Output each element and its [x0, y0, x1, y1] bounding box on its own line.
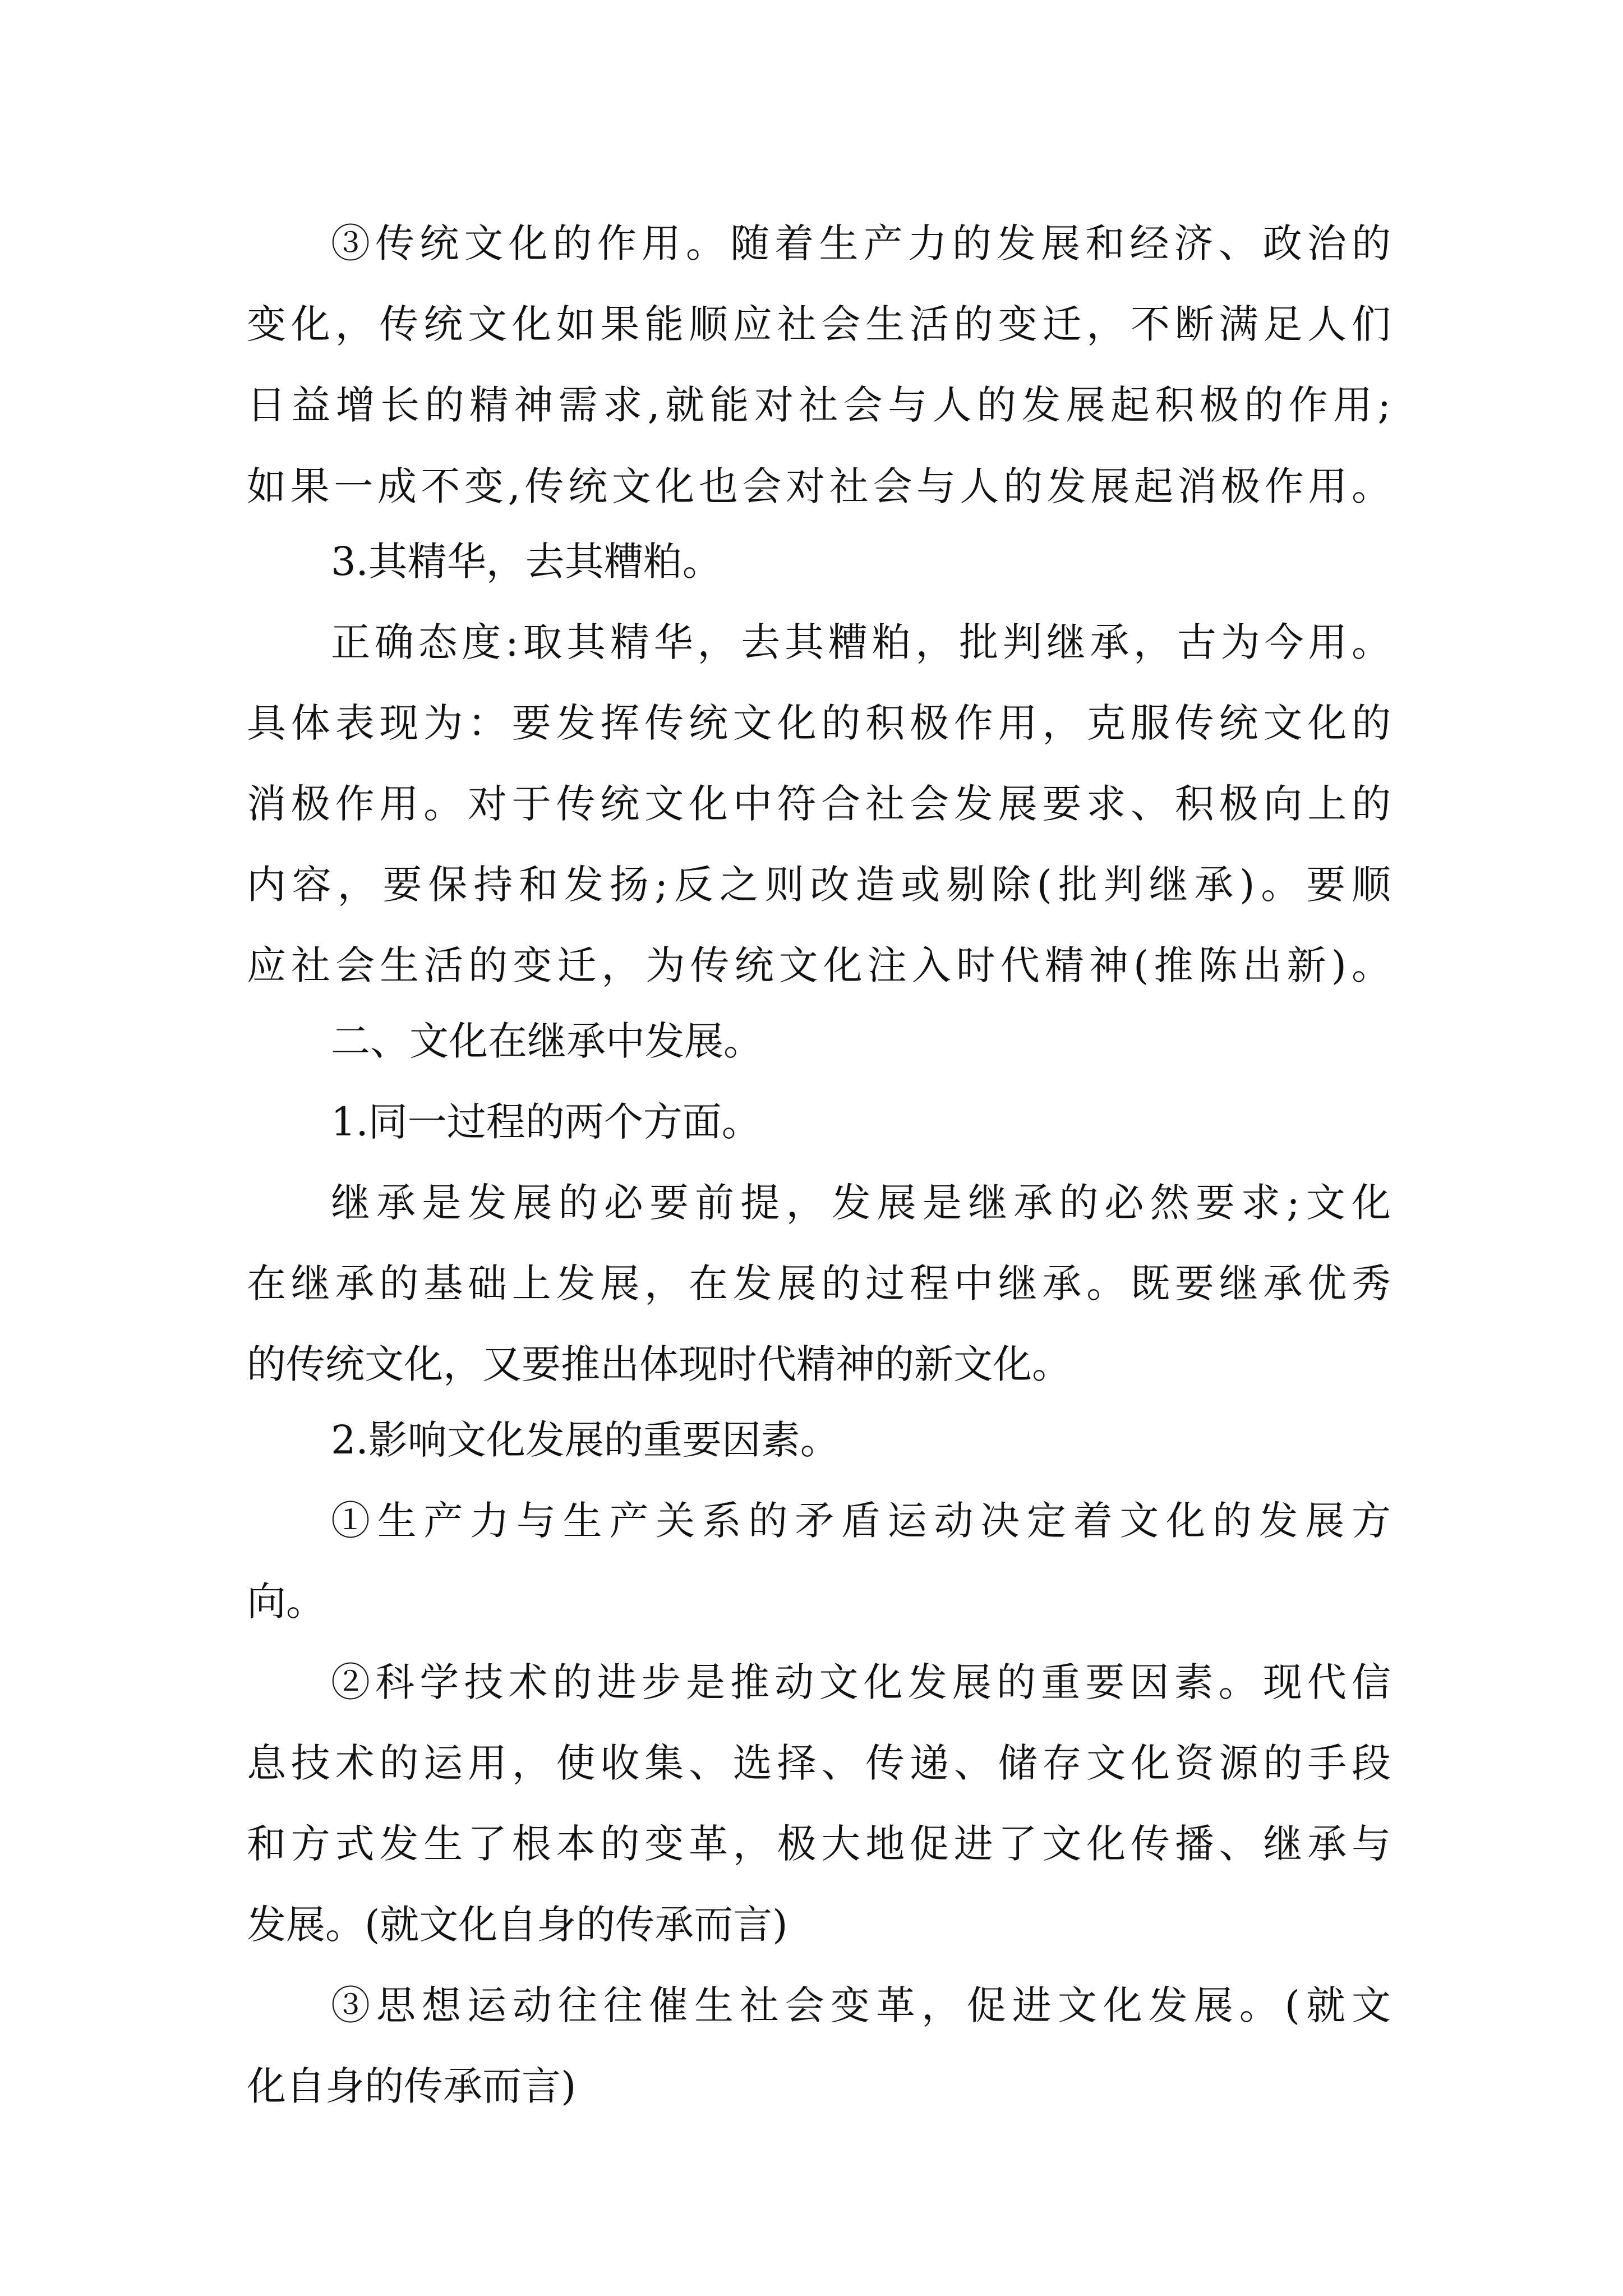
text-line: 消极作用。对于传统文化中符合社会发展要求、积极向上的 [247, 781, 1391, 827]
text-line: 内容，要保持和发扬;反之则改造或剔除(批判继承)。要顺 [247, 862, 1391, 908]
text-line: 应社会生活的变迁，为传统文化注入时代精神(推陈出新)。 [247, 942, 1391, 988]
text-line: 的传统文化，又要推出体现时代精神的新文化。 [247, 1341, 1071, 1387]
text-line: ①生产力与生产关系的矛盾运动决定着文化的发展方 [331, 1498, 1391, 1544]
text-line: 3.其精华，去其糟粕。 [331, 539, 722, 585]
text-line: 二、文化在继承中发展。 [331, 1018, 763, 1064]
text-line: 继承是发展的必要前提，发展是继承的必然要求;文化 [331, 1180, 1391, 1226]
text-line: 变化，传统文化如果能顺应社会生活的变迁，不断满足人们 [247, 301, 1391, 347]
text-line: 如果一成不变,传统文化也会对社会与人的发展起消极作用。 [247, 463, 1391, 509]
text-line: 正确态度:取其精华，去其糟粕，批判继承，古为今用。 [331, 619, 1391, 665]
text-line: 和方式发生了根本的变革，极大地促进了文化传播、继承与 [247, 1821, 1391, 1867]
text-line: 1.同一过程的两个方面。 [331, 1099, 761, 1145]
text-line: 发展。(就文化自身的传承而言) [247, 1902, 788, 1948]
text-line: 日益增长的精神需求,就能对社会与人的发展起积极的作用; [247, 382, 1391, 428]
text-line: 2.影响文化发展的重要因素。 [331, 1417, 840, 1463]
text-line: ③思想运动往往催生社会变革，促进文化发展。(就文 [331, 1982, 1391, 2028]
text-line: 化自身的传承而言) [247, 2063, 577, 2109]
text-line: 息技术的运用，使收集、选择、传递、储存文化资源的手段 [247, 1740, 1391, 1786]
text-line: ②科学技术的进步是推动文化发展的重要因素。现代信 [331, 1659, 1391, 1705]
text-line: 具体表现为：要发挥传统文化的积极作用，克服传统文化的 [247, 700, 1391, 746]
text-line: 向。 [247, 1579, 325, 1625]
text-line: ③传统文化的作用。随着生产力的发展和经济、政治的 [331, 220, 1391, 266]
text-line: 在继承的基础上发展，在发展的过程中继承。既要继承优秀 [247, 1260, 1391, 1306]
